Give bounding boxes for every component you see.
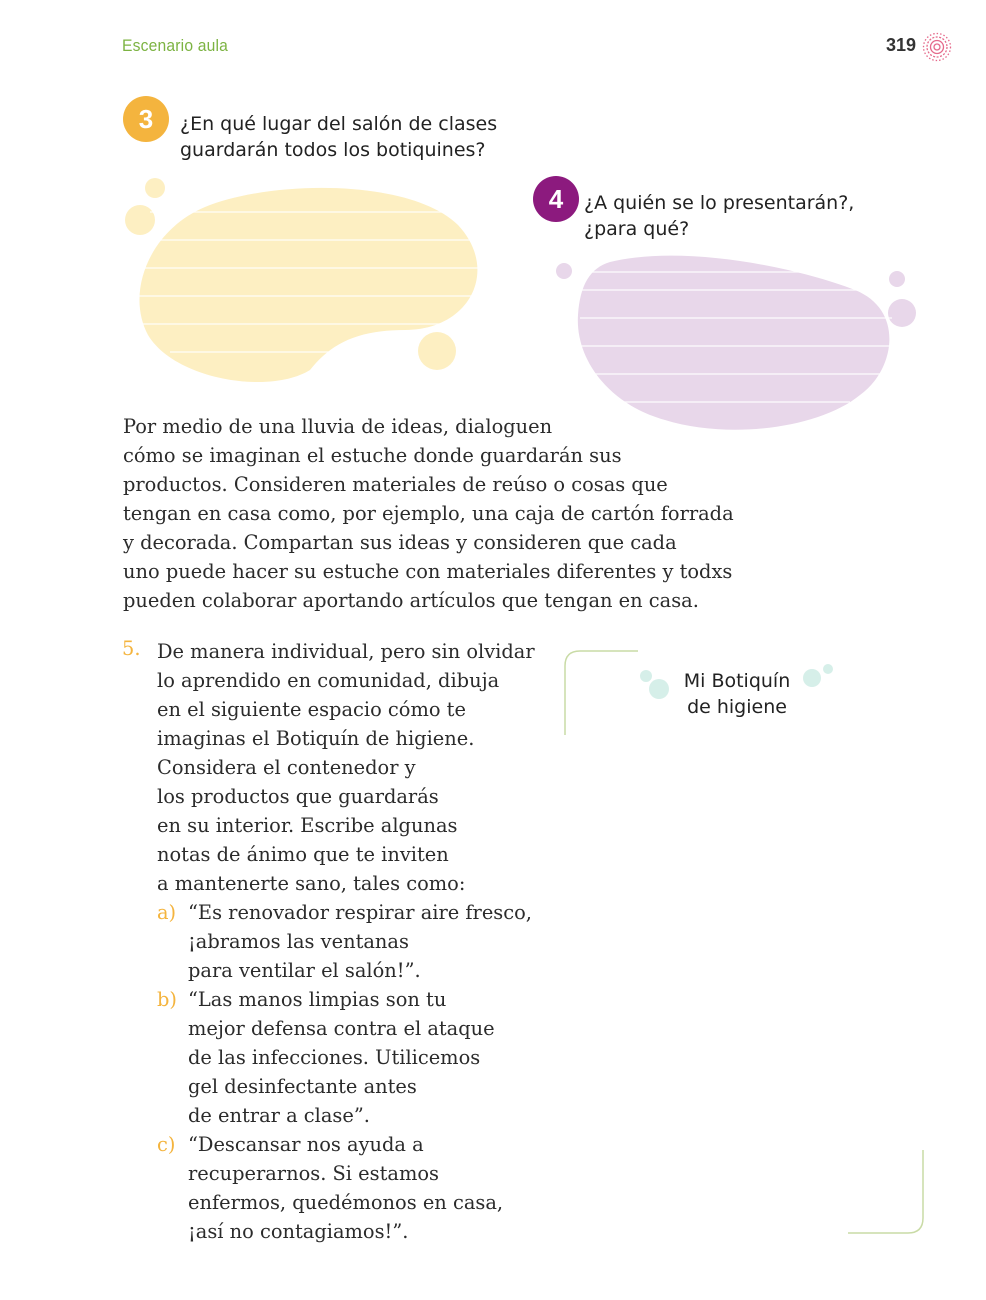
subitem-letter: a) xyxy=(157,901,177,924)
subitem-line: ¡abramos las ventanas xyxy=(188,930,409,953)
subitem-line: recuperarnos. Si estamos xyxy=(188,1162,439,1185)
item-5-number: 5. xyxy=(122,637,141,660)
answer-area-4[interactable] xyxy=(556,256,916,430)
paragraph-line: Por medio de una lluvia de ideas, dialoguen xyxy=(123,415,553,438)
page-number: 319 xyxy=(886,35,917,55)
item-5-line: Considera el contenedor y xyxy=(157,756,416,779)
question-4-badge: 4 xyxy=(533,176,579,222)
item-5-line: a mantenerte sano, tales como: xyxy=(157,872,466,895)
subitem-line: “Descansar nos ayuda a xyxy=(188,1133,424,1156)
question-3-line: guardarán todos los botiquines? xyxy=(180,139,486,161)
drawing-title-line: Mi Botiquín xyxy=(683,670,791,692)
question-3-text xyxy=(180,111,520,163)
question-4-line: ¿A quién se lo presentarán?, xyxy=(584,192,855,214)
drawing-area-title xyxy=(672,668,802,720)
subitem-line: para ventilar el salón!”. xyxy=(188,959,421,982)
paragraph-line: productos. Consideren materiales de reúso o cosas que xyxy=(123,473,668,496)
paragraph-line: pueden colaborar aportando artículos que tengan en casa. xyxy=(123,589,699,612)
item-5-text xyxy=(157,637,557,1246)
item-5-line: notas de ánimo que te inviten xyxy=(157,843,449,866)
section-title: Escenario aula xyxy=(122,36,229,55)
subitem-line: mejor defensa contra el ataque xyxy=(188,1017,495,1040)
subitem-line: ¡así no contagiamos!”. xyxy=(188,1220,409,1243)
question-4-line: ¿para qué? xyxy=(584,218,690,240)
subitem-b xyxy=(157,985,557,1130)
item-5-line: imaginas el Botiquín de higiene. xyxy=(157,727,475,750)
item-5-line: lo aprendido en comunidad, dibuja xyxy=(157,669,500,692)
instructions-paragraph xyxy=(123,412,763,615)
item-5-line: en su interior. Escribe algunas xyxy=(157,814,458,837)
subitem-line: enfermos, quedémonos en casa, xyxy=(188,1191,504,1214)
subitem-c xyxy=(157,1130,557,1246)
answer-area-3[interactable] xyxy=(125,178,485,382)
subitem-line: “Las manos limpias son tu xyxy=(188,988,447,1011)
question-3-badge: 3 xyxy=(123,96,169,142)
subitem-line: gel desinfectante antes xyxy=(188,1075,417,1098)
drawing-title-line: de higiene xyxy=(687,696,787,718)
paragraph-line: y decorada. Compartan sus ideas y consideren que cada xyxy=(123,531,677,554)
question-4-text xyxy=(584,190,884,242)
subitem-line: de entrar a clase”. xyxy=(188,1104,370,1127)
subitem-letter: c) xyxy=(157,1133,176,1156)
subitem-a xyxy=(157,898,557,985)
subitem-line: de las infecciones. Utilicemos xyxy=(188,1046,481,1069)
item-5-line: en el siguiente espacio cómo te xyxy=(157,698,466,721)
question-3-line: ¿En qué lugar del salón de clases xyxy=(180,113,498,135)
item-5-line: De manera individual, pero sin olvidar xyxy=(157,640,535,663)
item-5-line: los productos que guardarás xyxy=(157,785,439,808)
paragraph-line: cómo se imaginan el estuche donde guardarán sus xyxy=(123,444,622,467)
paragraph-line: uno puede hacer su estuche con materiales diferentes y todxs xyxy=(123,560,733,583)
subitem-letter: b) xyxy=(157,988,177,1011)
subitem-line: “Es renovador respirar aire fresco, xyxy=(188,901,532,924)
paragraph-line: tengan en casa como, por ejemplo, una caja de cartón forrada xyxy=(123,502,734,525)
